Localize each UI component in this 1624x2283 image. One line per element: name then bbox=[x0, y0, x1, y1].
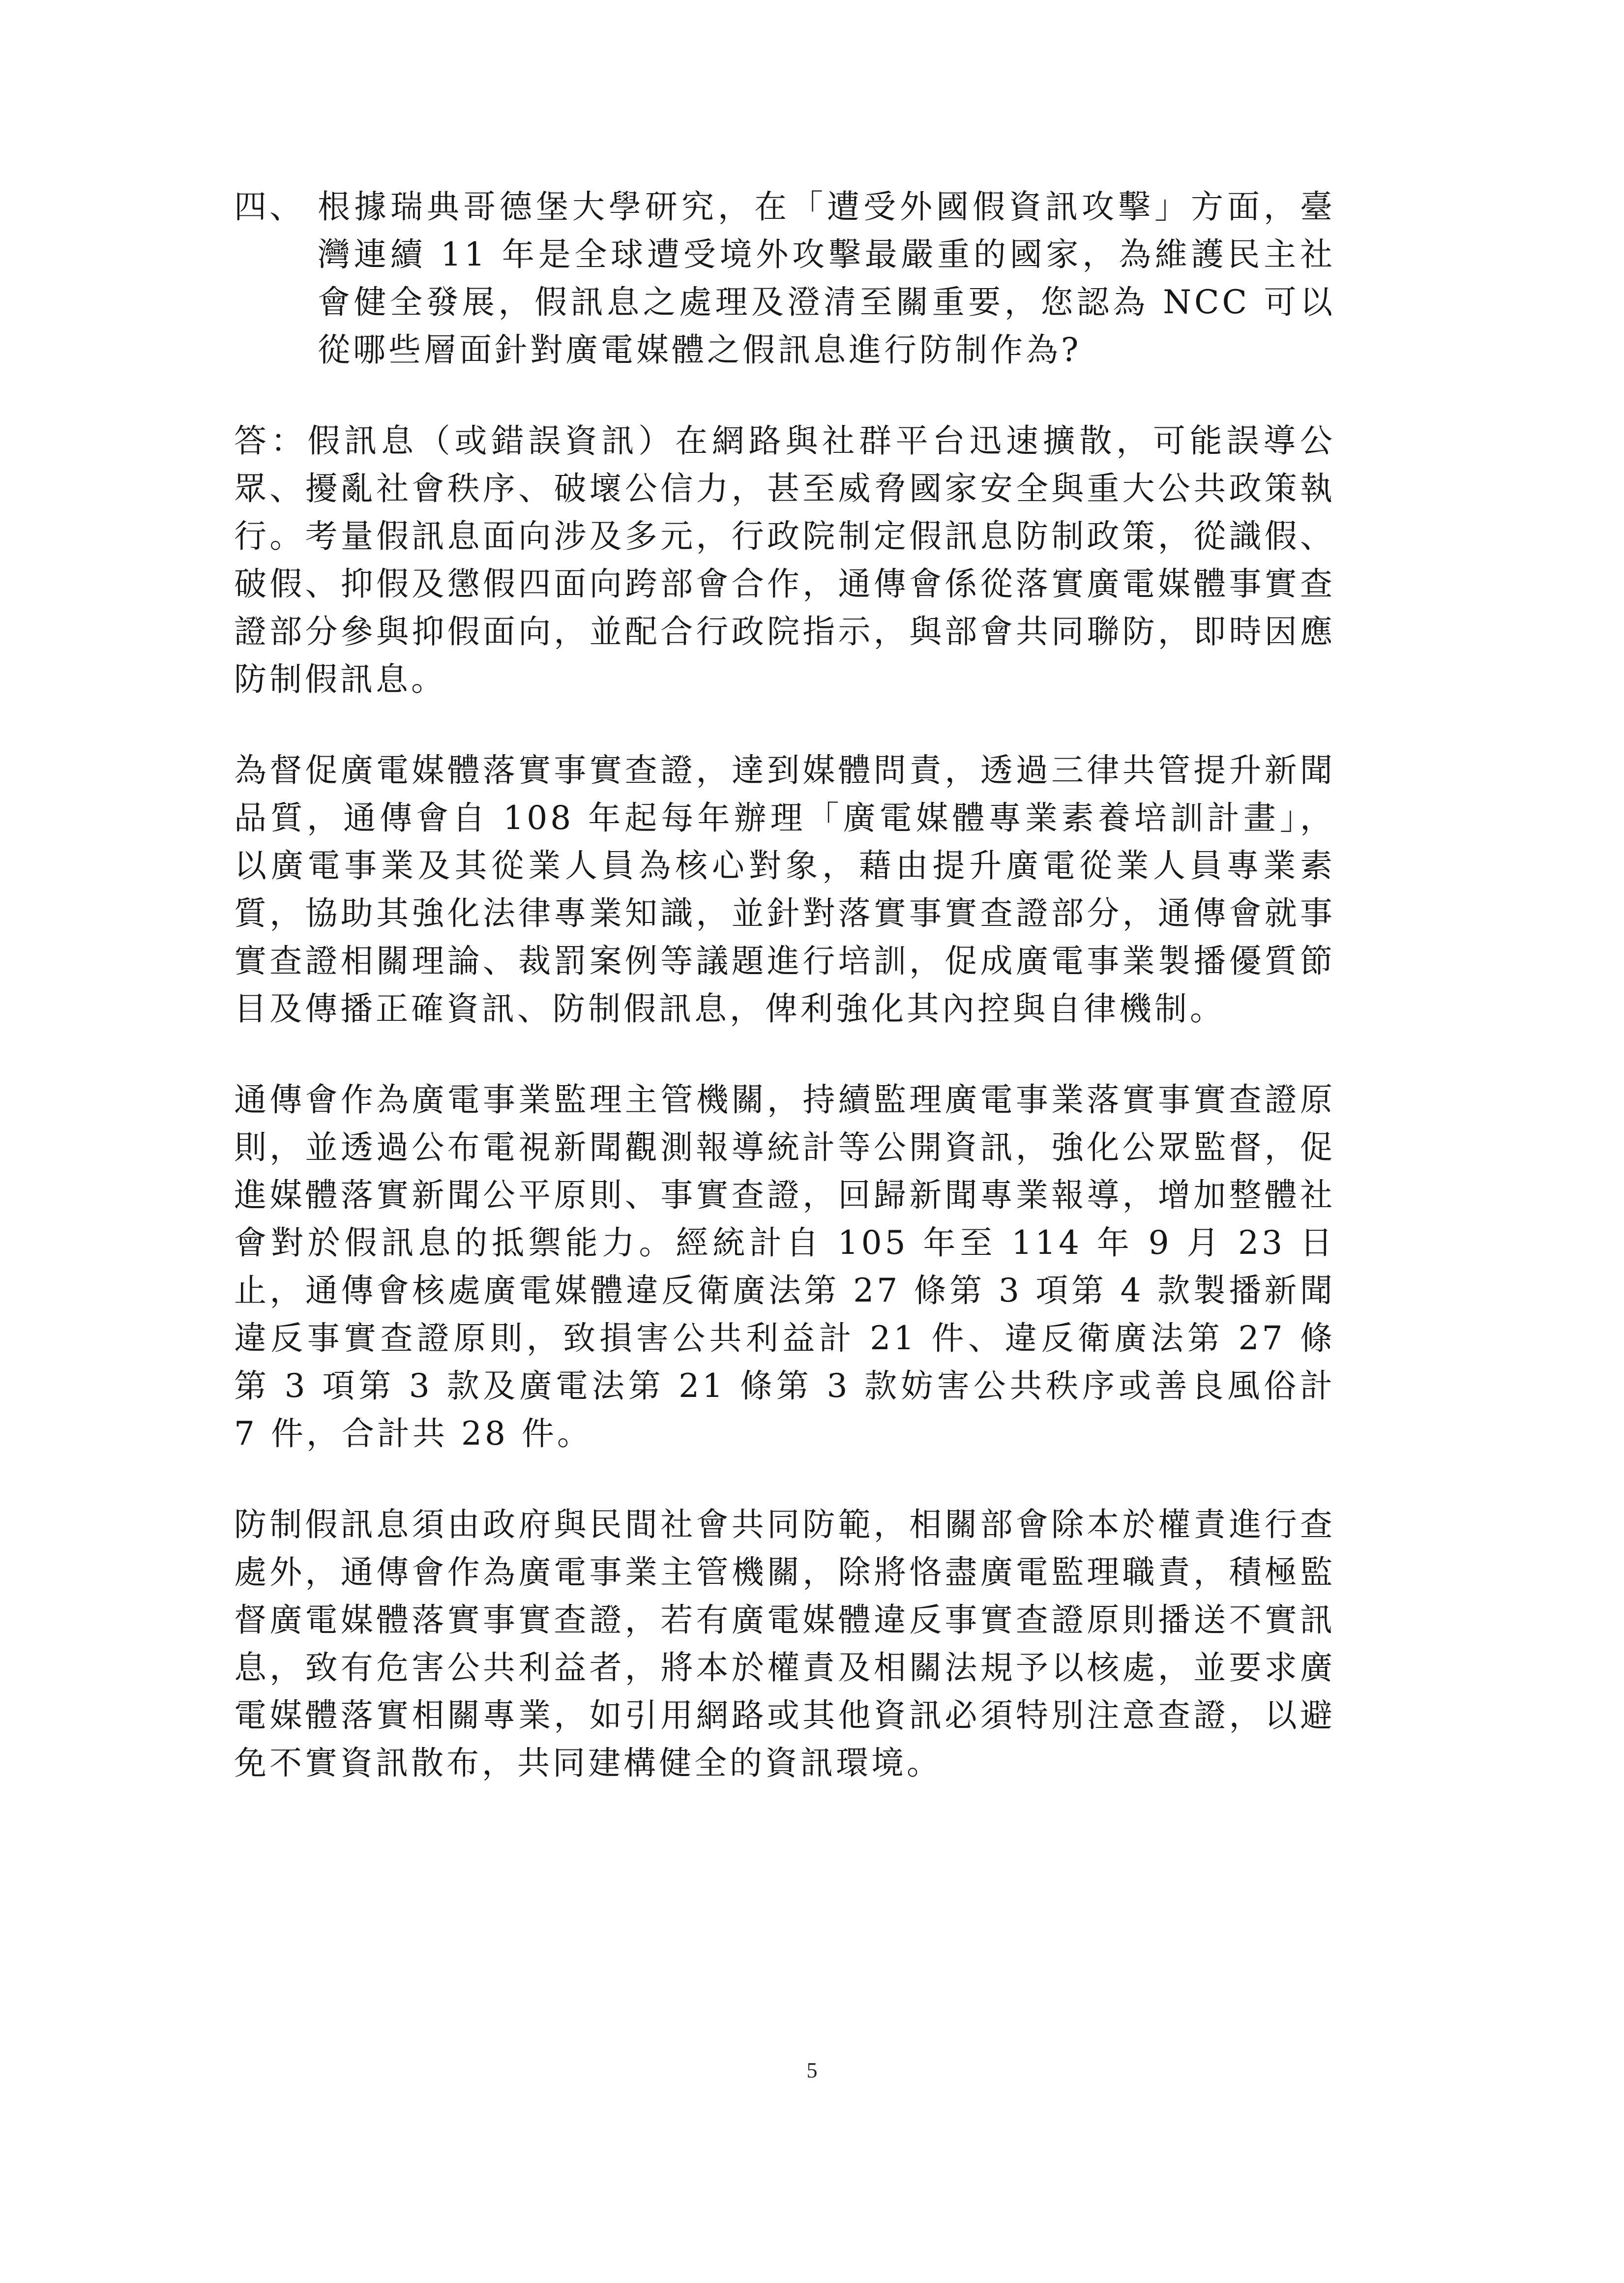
page-number: 5 bbox=[806, 2058, 818, 2082]
answer-paragraph-4: 防制假訊息須由政府與民間社會共同防範，相關部會除本於權責進行查處外，通傳會作為廣電事業主管機關，除將恪盡廣電監理職責，積極監督廣電媒體落實事實查證，若有廣電媒體違反事實查證原則播送不實訊息，致有危害公共利益者，將本於權責及相關法規予以核處，並要求廣電媒體落實相關專業，如引用網路或其他資訊必須特別注意查證，以避免不實資訊散布，共同建構健全的資訊環境。 bbox=[234, 1506, 1335, 1782]
question-block bbox=[234, 183, 1335, 374]
question-text: 根據瑞典哥德堡大學研究，在「遭受外國假資訊攻擊」方面，臺灣連續 11 年是全球遭受境外攻擊最嚴重的國家，為維護民主社會健全發展，假訊息之處理及澄清至關重要，您認為 NCC 可以從哪些層面針對廣電媒體之假訊息進行防制作為? bbox=[318, 188, 1335, 369]
answer-paragraph-1: 答：假訊息（或錯誤資訊）在網路與社群平台迅速擴散，可能誤導公眾、擾亂社會秩序、破壞公信力，甚至威脅國家安全與重大公共政策執行。考量假訊息面向涉及多元，行政院制定假訊息防制政策，從識假、破假、抑假及懲假四面向跨部會合作，通傳會係從落實廣電媒體事實查證部分參與抑假面向，並配合行政院指示，與部會共同聯防，即時因應防制假訊息。 bbox=[234, 422, 1335, 698]
answer-paragraph-3: 通傳會作為廣電事業監理主管機關，持續監理廣電事業落實事實查證原則，並透過公布電視新聞觀測報導統計等公開資訊，強化公眾監督，促進媒體落實新聞公平原則、事實查證，回歸新聞專業報導，增加整體社會對於假訊息的抵禦能力。經統計自 105 年至 114 年 9 月 23 日止，通傳會核處廣電媒體違反衛廣法第 27 條第 3 項第 4 款製播新聞違反事實查證原則，致損害公共利益計 21 件、違反衛廣法第 27 條第 3 項第 3 款及廣電法第 21 條第 3 款妨害公共秩序或善良風俗計 7 件，合計共 28 件。 bbox=[234, 1081, 1335, 1453]
question-number: 四、 bbox=[234, 188, 305, 226]
answer-paragraph-2: 為督促廣電媒體落實事實查證，達到媒體問責，透過三律共管提升新聞品質，通傳會自 108 年起每年辦理「廣電媒體專業素養培訓計畫」，以廣電事業及其從業人員為核心對象，藉由提升廣電從業人員專業素質，協助其強化法律專業知識，並針對落實事實查證部分，通傳會就事實查證相關理論、裁罰案例等議題進行培訓，促成廣電事業製播優質節目及傳播正確資訊、防制假訊息，俾利強化其內控與自律機制。 bbox=[234, 751, 1335, 1028]
page-content bbox=[234, 183, 1335, 1787]
